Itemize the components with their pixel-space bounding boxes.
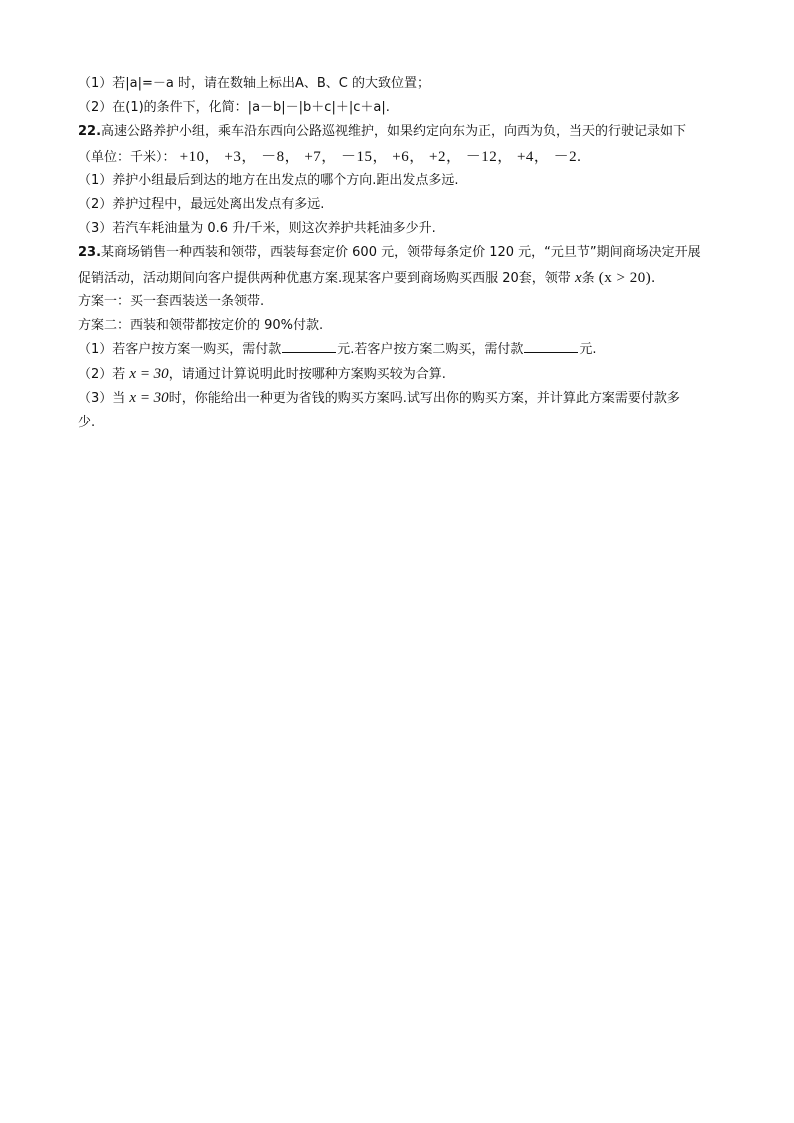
q23-unit-tiao: 条: [581, 270, 595, 286]
q23-part3-prefix: （3）当: [78, 391, 130, 407]
q23-part1-text-c: 元.: [579, 342, 597, 358]
q22-records: +10， +3， －8， +7， －15， +6， +2， －12， +4， －2.: [179, 148, 582, 165]
q22-part1: （1）养护小组最后到达的地方在出发点的哪个方向.距出发点多远.: [78, 172, 459, 188]
q23-part2: [78, 362, 728, 386]
q23-part2-prefix: （2）若: [78, 367, 130, 383]
q23-part1-text-a: （1）若客户按方案一购买，需付款: [78, 342, 282, 358]
q23-part1-text-b: 元.若客户按方案二购买，需付款: [337, 342, 524, 358]
q23-stem-text: 某商场销售一种西装和领带，西装每套定价 600 元，领带每条定价 120 元，“元旦节”期间商场决定开展: [101, 245, 701, 261]
q23-part3-equation: x = 30: [129, 390, 169, 407]
q22-part2: （2）养护过程中，最远处离出发点有多远.: [78, 196, 325, 212]
q21-part1: （1）若|a|=－a 时，请在数轴上标出A、B、C 的大致位置；: [78, 76, 431, 91]
q23-part1: [78, 338, 728, 362]
q23-plan2: 方案二：西装和领带都按定价的 90%付款.: [78, 317, 324, 333]
q22-number: 22.: [78, 124, 102, 140]
q23-part2-suffix: ，请通过计算说明此时按哪种方案购买较为合算.: [168, 367, 446, 383]
q22-stem-text: 高速公路养护小组，乘车沿东西向公路巡视维护，如果约定向东为正，向西为负，当天的行驶记录如下: [101, 124, 687, 140]
q21-part2: （2）在(1)的条件下，化简：|a－b|－|b＋c|＋|c＋a|.: [78, 100, 390, 116]
answer-blank-plan1[interactable]: [282, 338, 336, 353]
q23-part3-suffix: 时，你能给出一种更为省钱的购买方案吗.试写出你的购买方案，并计算此方案需要付款多: [168, 391, 680, 407]
q22-part3: （3）若汽车耗油量为 0.6 升/千米，则这次养护共耗油多少升.: [78, 221, 436, 237]
answer-blank-plan2[interactable]: [524, 338, 578, 353]
q23-part2-equation: x = 30: [129, 366, 169, 383]
q23-part3-line2: 少.: [78, 414, 96, 430]
q23-stem-line2: [78, 266, 728, 290]
q23-number: 23.: [78, 245, 102, 261]
q23-condition: (x > 20).: [598, 269, 656, 286]
q23-plan1: 方案一：买一套西装送一条领带.: [78, 293, 265, 309]
q23-part3: [78, 386, 728, 410]
q23-var-x: x: [574, 269, 582, 286]
document-page: [78, 72, 728, 435]
q23-stem-line1: [78, 241, 728, 265]
q22-records-line: [78, 145, 728, 169]
q23-stem-text-2: 促销活动，活动期间向客户提供两种优惠方案.现某客户要到商场购买西服 20套，领带: [78, 270, 575, 286]
q22-unit-label: （单位：千米）：: [78, 149, 176, 165]
q22-stem-line1: [78, 120, 728, 144]
